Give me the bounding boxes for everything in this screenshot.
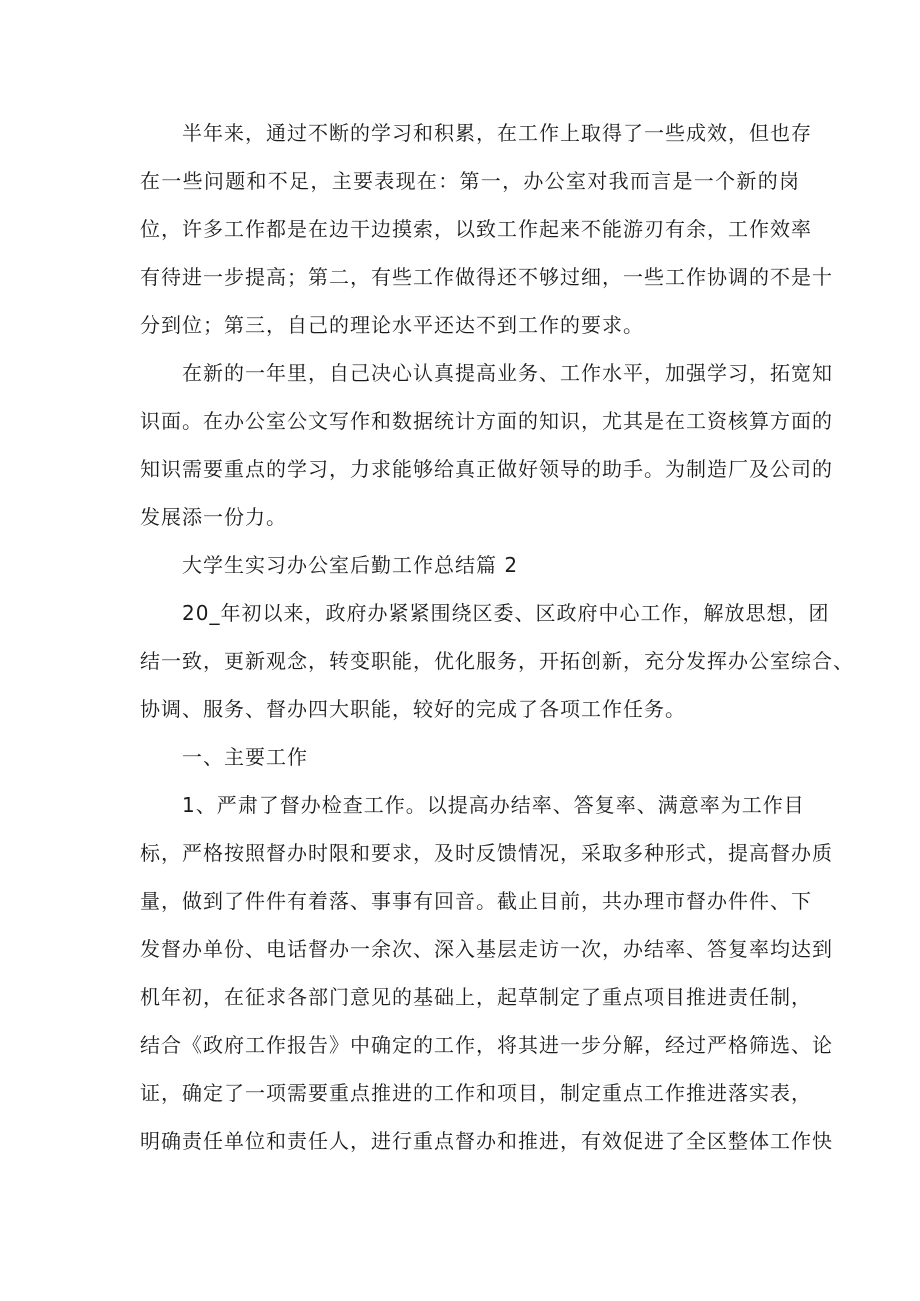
text-line: 协调、服务、督办四大职能，较好的完成了各项工作任务。 [140,697,686,721]
subheading-main-work [140,733,800,781]
text-line: 标，严格按照督办时限和要求，及时反馈情况，采取多种形式，提高督办质 [140,841,833,865]
paragraph-supervision [140,781,833,1165]
text-line: 结合《政府工作报告》中确定的工作，将其进一步分解，经过严格筛选、论 [140,1033,833,1057]
text-line: 发督办单份、电话督办一余次、深入基层走访一次，办结率、答复率均达到 [140,937,833,961]
text-line: 发展添一份力。 [140,505,287,529]
text-line: 大学生实习办公室后勤工作总结篇 2 [182,553,519,577]
paragraph-summary-problems [140,109,833,349]
text-line: 知识需要重点的学习，力求能够给真正做好领导的助手。为制造厂及公司的 [140,457,833,481]
text-line: 位，许多工作都是在边干边摸索，以致工作起来不能游刃有余，工作效率 [140,217,812,241]
text-line: 识面。在办公室公文写作和数据统计方面的知识，尤其是在工资核算方面的 [140,409,833,433]
text-line: 结一致，更新观念，转变职能，优化服务，开拓创新，充分发挥办公室综合、 [140,649,854,673]
text-line: 20_年初以来，政府办紧紧围绕区委、区政府中心工作，解放思想，团 [182,601,830,625]
text-line: 半年来，通过不断的学习和积累，在工作上取得了一些成效，但也存 [182,121,812,145]
text-line: 一、主要工作 [182,745,308,769]
text-line: 1、严肃了督办检查工作。以提高办结率、答复率、满意率为工作目 [182,793,805,817]
text-line: 在新的一年里，自己决心认真提高业务、工作水平，加强学习，拓宽知 [182,361,833,385]
paragraph-new-year-plan [140,349,833,541]
text-line: 有待进一步提高；第二，有些工作做得还不够过细，一些工作协调的不是十 [140,265,833,289]
text-line: 分到位；第三，自己的理论水平还达不到工作的要求。 [140,313,644,337]
text-line: 量，做到了件件有着落、事事有回音。截止目前，共办理市督办件件、下 [140,889,812,913]
text-line: 机年初，在征求各部门意见的基础上，起草制定了重点项目推进责任制， [140,985,812,1009]
text-line: 在一些问题和不足，主要表现在：第一，办公室对我而言是一个新的岗 [140,169,800,193]
text-line: 明确责任单位和责任人，进行重点督办和推进，有效促进了全区整体工作快 [140,1129,833,1153]
paragraph-intro [140,589,854,733]
section-heading [140,541,800,589]
text-line: 证，确定了一项需要重点推进的工作和项目，制定重点工作推进落实表， [140,1081,812,1105]
